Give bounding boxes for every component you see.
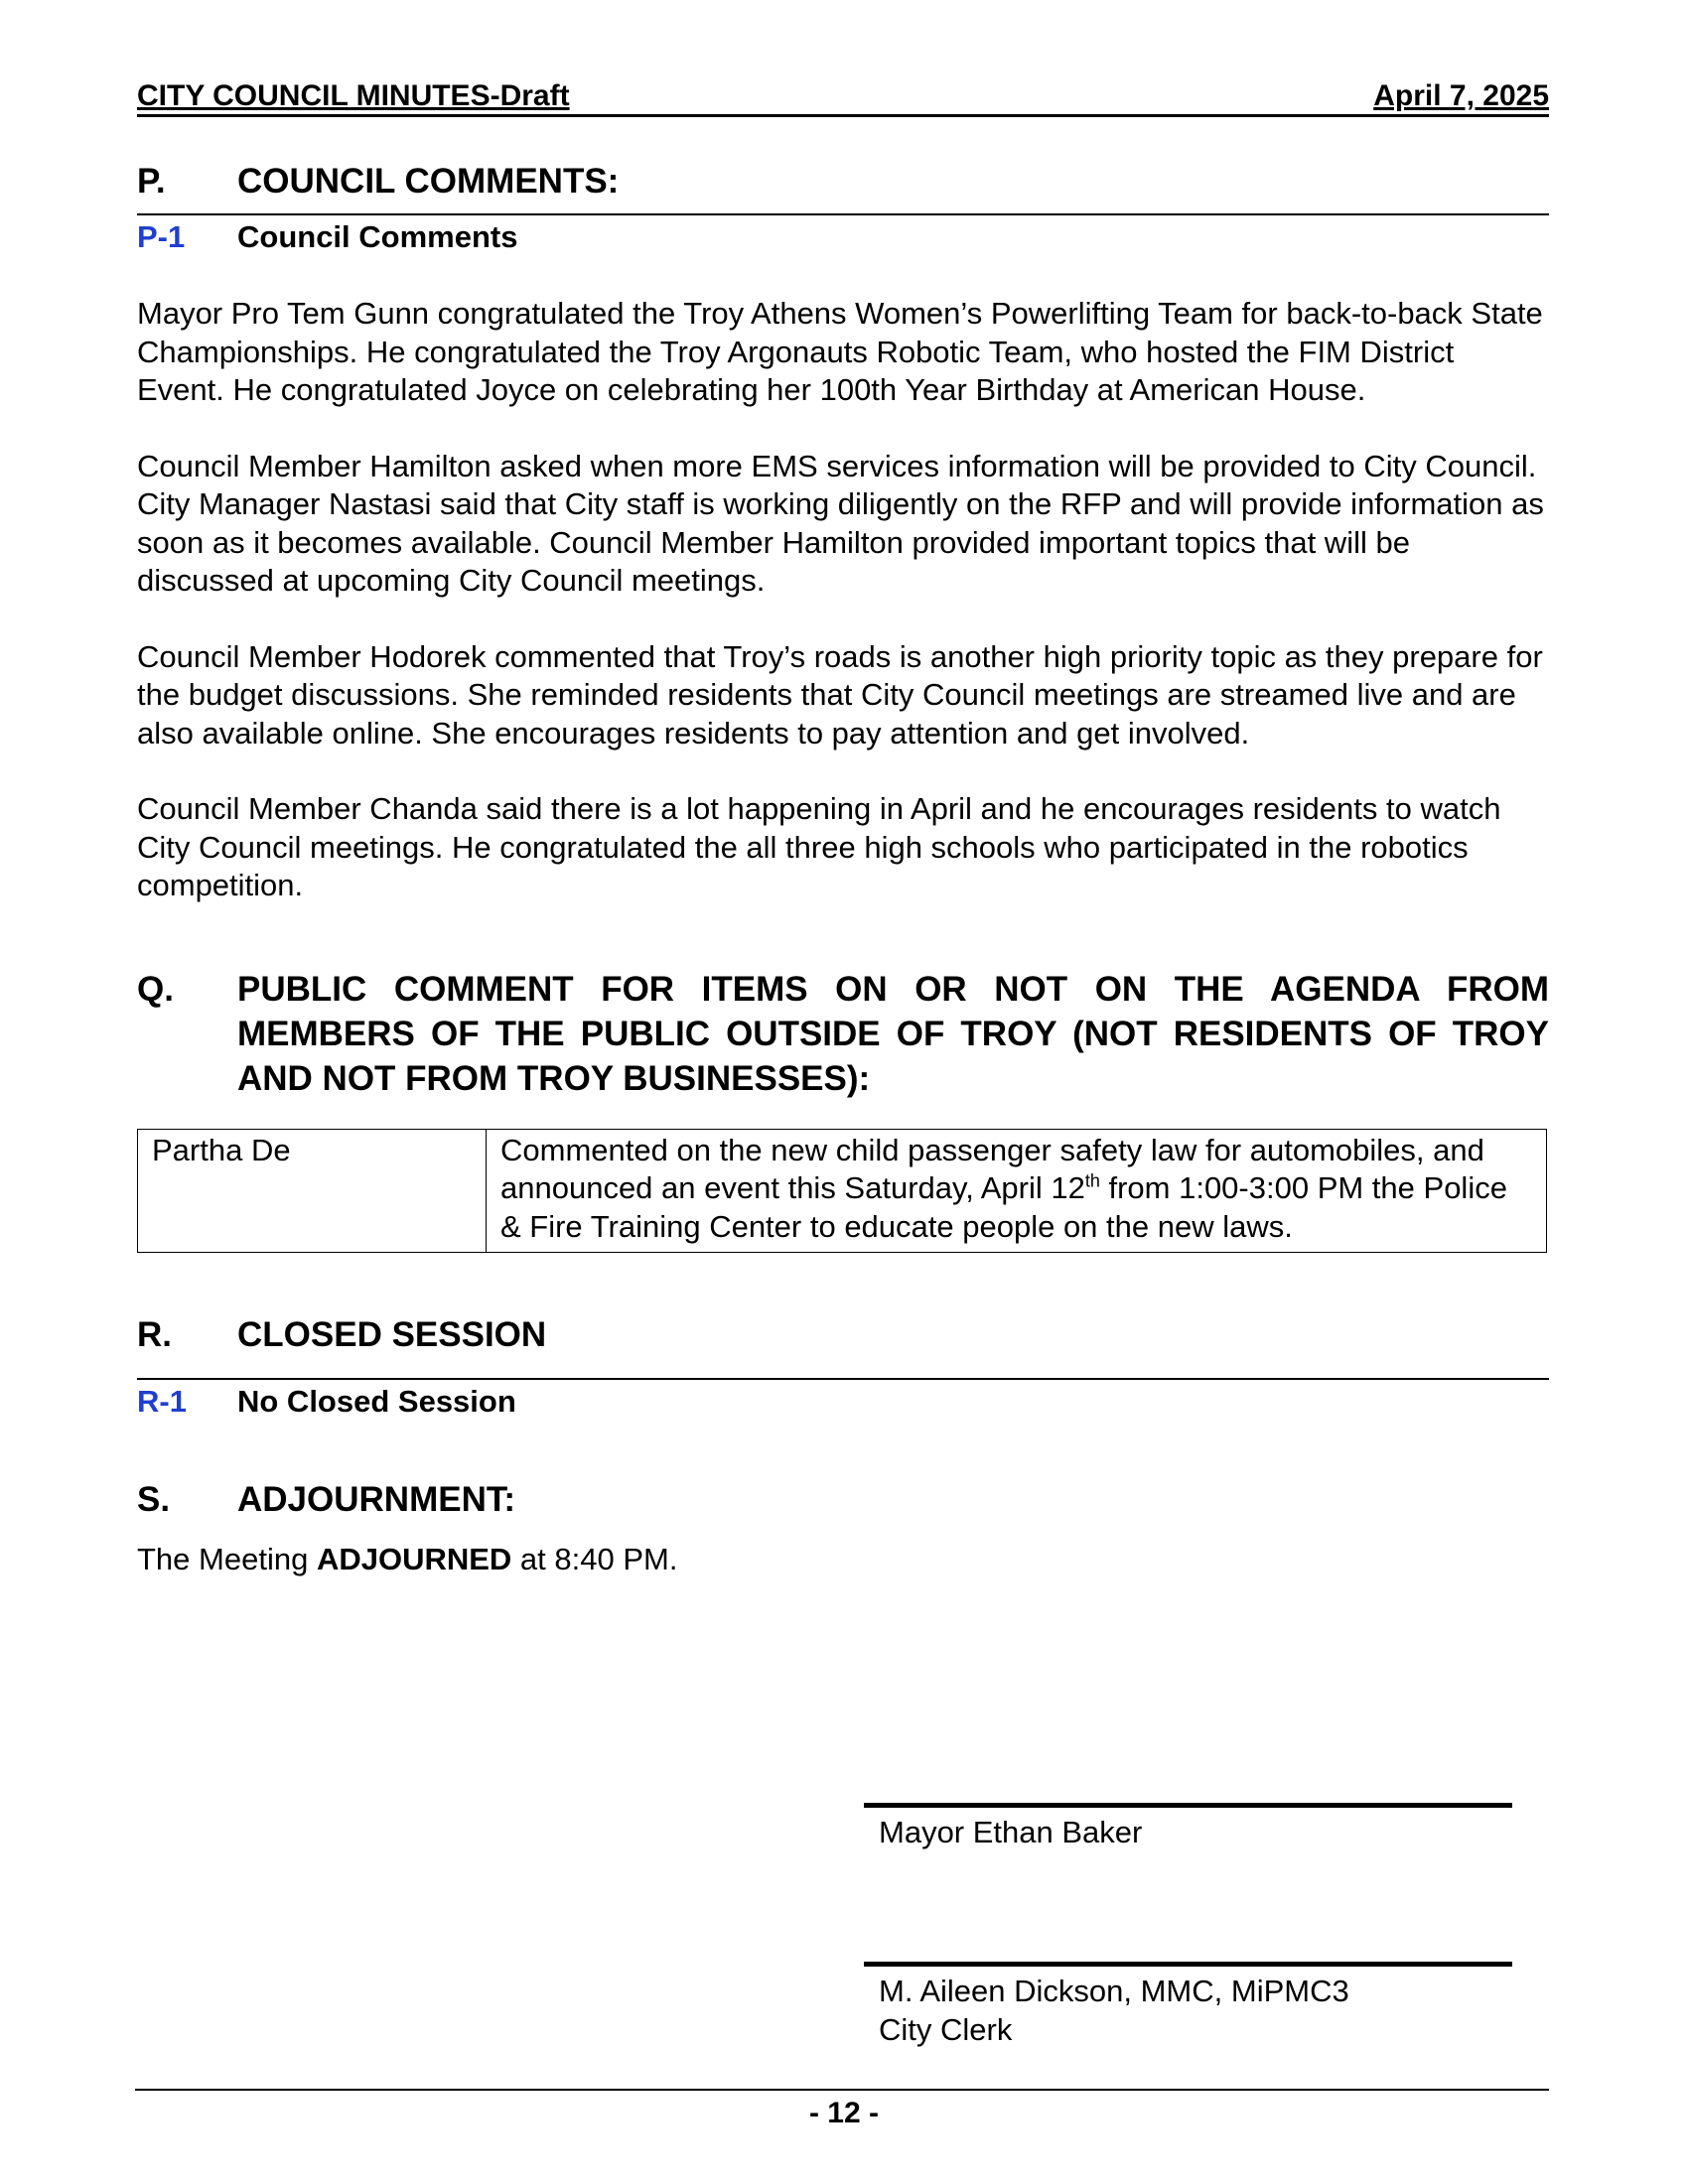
item-code: P-1 (137, 219, 186, 254)
paragraph-hamilton: Council Member Hamilton asked when more EMS services information will be provided to City Council. City Manager Nastasi said that City staff is working diligently on the RFP and will provide information as soon as it becomes available. Council Member Hamilton provided important topics that will be discussed at upcoming City Council meetings. (137, 448, 1544, 598)
item-title: Council Comments (237, 219, 518, 254)
clerk-signature-title: City Clerk (879, 2012, 1013, 2047)
table-row (138, 1129, 1547, 1253)
commenter-name: Partha De (138, 1129, 487, 1253)
comment-text: Commented on the new child passenger safety law for automobiles, and announced an event this Saturday, April 12th from 1:00-3:00 PM the Police & Fire Training Center to educate people on the new laws. (487, 1129, 1547, 1253)
section-s-heading (137, 1477, 1549, 1523)
paragraph-chanda: Council Member Chanda said there is a lot happening in April and he encourages residents to watch City Council meetings. He congratulated the all three high schools who participated in the robotics competition. (137, 791, 1501, 902)
item-p-1 (137, 213, 1549, 257)
section-title: PUBLIC COMMENT FOR ITEMS ON OR NOT ON THE AGENDA FROM MEMBERS OF THE PUBLIC OUTSIDE OF TROY (NOT RESIDENTS OF TROY AND NOT FROM TROY BUSINESSES): (237, 969, 1549, 1098)
footer-rule (135, 2089, 1549, 2091)
clerk-signature-name: M. Aileen Dickson, MMC, MiPMC3 (879, 1974, 1349, 2008)
item-code: R-1 (137, 1384, 187, 1419)
section-letter: P. (137, 162, 166, 201)
adjournment-text: The Meeting ADJOURNED at 8:40 PM. (137, 1542, 678, 1576)
section-q-heading (137, 967, 1549, 1101)
public-comment-table (137, 1129, 1547, 1254)
section-letter: S. (137, 1480, 171, 1519)
paragraph-gunn: Mayor Pro Tem Gunn congratulated the Troy Athens Women’s Powerlifting Team for back-to-back State Championships. He congratulated the Troy Argonauts Robotic Team, who hosted the FIM District Event. He congratulated Joyce on celebrating her 100th Year Birthday at American House. (137, 296, 1543, 407)
paragraph-hodorek: Council Member Hodorek commented that Troy’s roads is another high priority topic as they prepare for the budget discussions. She reminded residents that City Council meetings are streamed live and are also available online. She encourages residents to pay attention and get involved. (137, 638, 1543, 751)
section-letter: R. (137, 1315, 172, 1354)
section-title: ADJOURNMENT: (237, 1480, 515, 1519)
section-r-heading (137, 1312, 1549, 1358)
section-title: COUNCIL COMMENTS: (237, 162, 620, 201)
running-header (137, 79, 1549, 117)
mayor-signature-name: Mayor Ethan Baker (879, 1815, 1143, 1849)
section-p-heading (137, 159, 1549, 205)
header-title: CITY COUNCIL MINUTES-Draft (137, 79, 570, 112)
section-title: CLOSED SESSION (237, 1315, 547, 1354)
clerk-signature-line (864, 1962, 1512, 1967)
mayor-signature-line (864, 1803, 1512, 1808)
item-title: No Closed Session (237, 1384, 516, 1419)
item-r-1 (137, 1378, 1549, 1422)
document-page (137, 79, 1549, 1579)
header-date: April 7, 2025 (1373, 79, 1549, 112)
page-number: - 12 - (808, 2097, 880, 2129)
section-letter: Q. (137, 969, 174, 1009)
